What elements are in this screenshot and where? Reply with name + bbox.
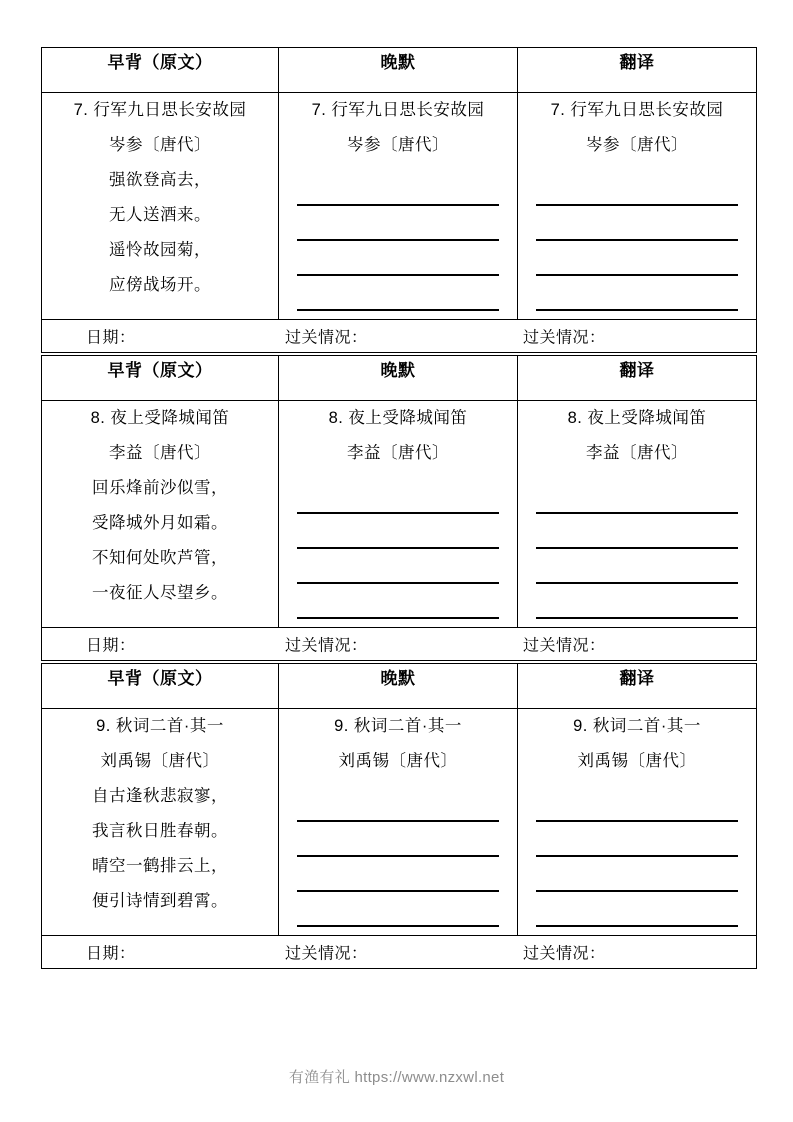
poem-verse-line: 强欲登高去， bbox=[109, 171, 211, 189]
write-in-line[interactable] bbox=[279, 249, 517, 284]
poem-title: 9. 秋词二首·其一 bbox=[96, 717, 224, 735]
pass-status-label-translate: 过关情况： bbox=[523, 945, 606, 963]
write-in-line[interactable] bbox=[279, 795, 517, 830]
poem-verse-line: 便引诗情到碧霄。 bbox=[92, 892, 228, 910]
footer-strip bbox=[42, 320, 756, 352]
pass-status-label-translate: 过关情况： bbox=[523, 329, 606, 347]
write-in-rules[interactable] bbox=[279, 179, 517, 319]
column-header-translate: 翻译 bbox=[518, 48, 757, 93]
write-in-line[interactable] bbox=[518, 179, 756, 214]
recitation-sheet bbox=[41, 663, 757, 969]
sheet-header-row bbox=[42, 356, 757, 401]
column-header-recite: 晚默 bbox=[279, 356, 518, 401]
poem-title: 9. 秋词二首·其一 bbox=[573, 717, 701, 735]
column-header-original: 早背（原文） bbox=[42, 48, 279, 93]
sheet-body-row bbox=[42, 93, 757, 320]
sheet-footer-cell bbox=[42, 936, 757, 969]
watermark: 有渔有礼 https://www.nzxwl.net bbox=[288, 1069, 505, 1086]
column-header-translate: 翻译 bbox=[518, 664, 757, 709]
sheet-footer-cell bbox=[42, 628, 757, 661]
poem-verse-line: 应傍战场开。 bbox=[109, 276, 211, 294]
sheet-footer-cell bbox=[42, 320, 757, 353]
answer-heading bbox=[279, 93, 517, 163]
write-in-rules[interactable] bbox=[518, 487, 756, 627]
recitation-sheet-list bbox=[41, 47, 753, 969]
write-in-line[interactable] bbox=[518, 487, 756, 522]
poem-author: 刘禹锡〔唐代〕 bbox=[338, 752, 458, 770]
write-in-line[interactable] bbox=[518, 795, 756, 830]
sheet-footer-row bbox=[42, 320, 757, 353]
poem-title: 8. 夜上受降城闻笛 bbox=[90, 409, 230, 427]
poem-verse-line: 遥怜故园菊， bbox=[109, 241, 211, 259]
sheet-header-row bbox=[42, 48, 757, 93]
poem-text bbox=[42, 709, 278, 919]
write-in-rules[interactable] bbox=[279, 487, 517, 627]
poem-author: 岑参〔唐代〕 bbox=[347, 136, 449, 154]
write-in-line[interactable] bbox=[518, 522, 756, 557]
poem-author: 岑参〔唐代〕 bbox=[586, 136, 688, 154]
write-in-line[interactable] bbox=[518, 284, 756, 319]
date-label: 日期： bbox=[86, 329, 136, 347]
write-in-line[interactable] bbox=[279, 522, 517, 557]
poem-verse-line: 自古逢秋悲寂寥， bbox=[92, 787, 228, 805]
recitation-sheet bbox=[41, 355, 757, 661]
column-header-original: 早背（原文） bbox=[42, 356, 279, 401]
poem-verse-line: 回乐烽前沙似雪， bbox=[92, 479, 228, 497]
poem-author: 岑参〔唐代〕 bbox=[109, 136, 211, 154]
poem-original-cell bbox=[42, 709, 279, 936]
poem-original-cell bbox=[42, 401, 279, 628]
write-in-line[interactable] bbox=[518, 900, 756, 935]
answer-heading bbox=[518, 93, 756, 163]
write-in-line[interactable] bbox=[279, 487, 517, 522]
write-in-line[interactable] bbox=[518, 557, 756, 592]
poem-title: 7. 行军九日思长安故园 bbox=[73, 101, 247, 119]
pass-status-label-translate: 过关情况： bbox=[523, 637, 606, 655]
poem-verse-line: 晴空一鹤排云上， bbox=[92, 857, 228, 875]
poem-text bbox=[42, 401, 278, 611]
sheet-body-row bbox=[42, 709, 757, 936]
pass-status-label-recite: 过关情况： bbox=[285, 945, 368, 963]
poem-title: 8. 夜上受降城闻笛 bbox=[567, 409, 707, 427]
answer-heading bbox=[518, 401, 756, 471]
write-in-rules[interactable] bbox=[279, 795, 517, 935]
write-in-line[interactable] bbox=[279, 865, 517, 900]
answer-heading bbox=[279, 709, 517, 779]
answer-heading bbox=[279, 401, 517, 471]
poem-verse-line: 我言秋日胜春朝。 bbox=[92, 822, 228, 840]
poem-author: 李益〔唐代〕 bbox=[586, 444, 688, 462]
recite-answer-cell[interactable] bbox=[279, 709, 518, 936]
poem-title: 8. 夜上受降城闻笛 bbox=[328, 409, 468, 427]
write-in-line[interactable] bbox=[279, 592, 517, 627]
poem-author: 刘禹锡〔唐代〕 bbox=[577, 752, 697, 770]
write-in-line[interactable] bbox=[279, 284, 517, 319]
poem-author: 李益〔唐代〕 bbox=[347, 444, 449, 462]
pass-status-label-recite: 过关情况： bbox=[285, 637, 368, 655]
write-in-line[interactable] bbox=[279, 557, 517, 592]
translate-answer-cell[interactable] bbox=[518, 709, 757, 936]
write-in-rules[interactable] bbox=[518, 795, 756, 935]
write-in-line[interactable] bbox=[279, 179, 517, 214]
pass-status-label-recite: 过关情况： bbox=[285, 329, 368, 347]
sheet-footer-row bbox=[42, 628, 757, 661]
poem-author: 李益〔唐代〕 bbox=[109, 444, 211, 462]
sheet-header-row bbox=[42, 664, 757, 709]
poem-title: 7. 行军九日思长安故园 bbox=[311, 101, 485, 119]
write-in-line[interactable] bbox=[279, 214, 517, 249]
write-in-line[interactable] bbox=[518, 592, 756, 627]
poem-verse-line: 无人送酒来。 bbox=[109, 206, 211, 224]
column-header-recite: 晚默 bbox=[279, 664, 518, 709]
recitation-sheet bbox=[41, 47, 757, 353]
poem-title: 9. 秋词二首·其一 bbox=[334, 717, 462, 735]
translate-answer-cell[interactable] bbox=[518, 401, 757, 628]
poem-verse-line: 不知何处吹芦管， bbox=[92, 549, 228, 567]
sheet-footer-row bbox=[42, 936, 757, 969]
write-in-line[interactable] bbox=[518, 865, 756, 900]
sheet-body-row bbox=[42, 401, 757, 628]
poem-text bbox=[42, 93, 278, 303]
date-label: 日期： bbox=[86, 637, 136, 655]
translate-answer-cell[interactable] bbox=[518, 93, 757, 320]
footer-strip bbox=[42, 936, 756, 968]
write-in-line[interactable] bbox=[518, 830, 756, 865]
recite-answer-cell[interactable] bbox=[279, 401, 518, 628]
write-in-line[interactable] bbox=[518, 249, 756, 284]
poem-original-cell bbox=[42, 93, 279, 320]
answer-heading bbox=[518, 709, 756, 779]
write-in-line[interactable] bbox=[518, 214, 756, 249]
write-in-line[interactable] bbox=[279, 900, 517, 935]
date-label: 日期： bbox=[86, 945, 136, 963]
poem-title: 7. 行军九日思长安故园 bbox=[550, 101, 724, 119]
recite-answer-cell[interactable] bbox=[279, 93, 518, 320]
write-in-line[interactable] bbox=[279, 830, 517, 865]
write-in-rules[interactable] bbox=[518, 179, 756, 319]
column-header-recite: 晚默 bbox=[279, 48, 518, 93]
column-header-translate: 翻译 bbox=[518, 356, 757, 401]
poem-verse-line: 一夜征人尽望乡。 bbox=[92, 584, 228, 602]
column-header-original: 早背（原文） bbox=[42, 664, 279, 709]
poem-verse-line: 受降城外月如霜。 bbox=[92, 514, 228, 532]
poem-author: 刘禹锡〔唐代〕 bbox=[100, 752, 220, 770]
footer-strip bbox=[42, 628, 756, 660]
